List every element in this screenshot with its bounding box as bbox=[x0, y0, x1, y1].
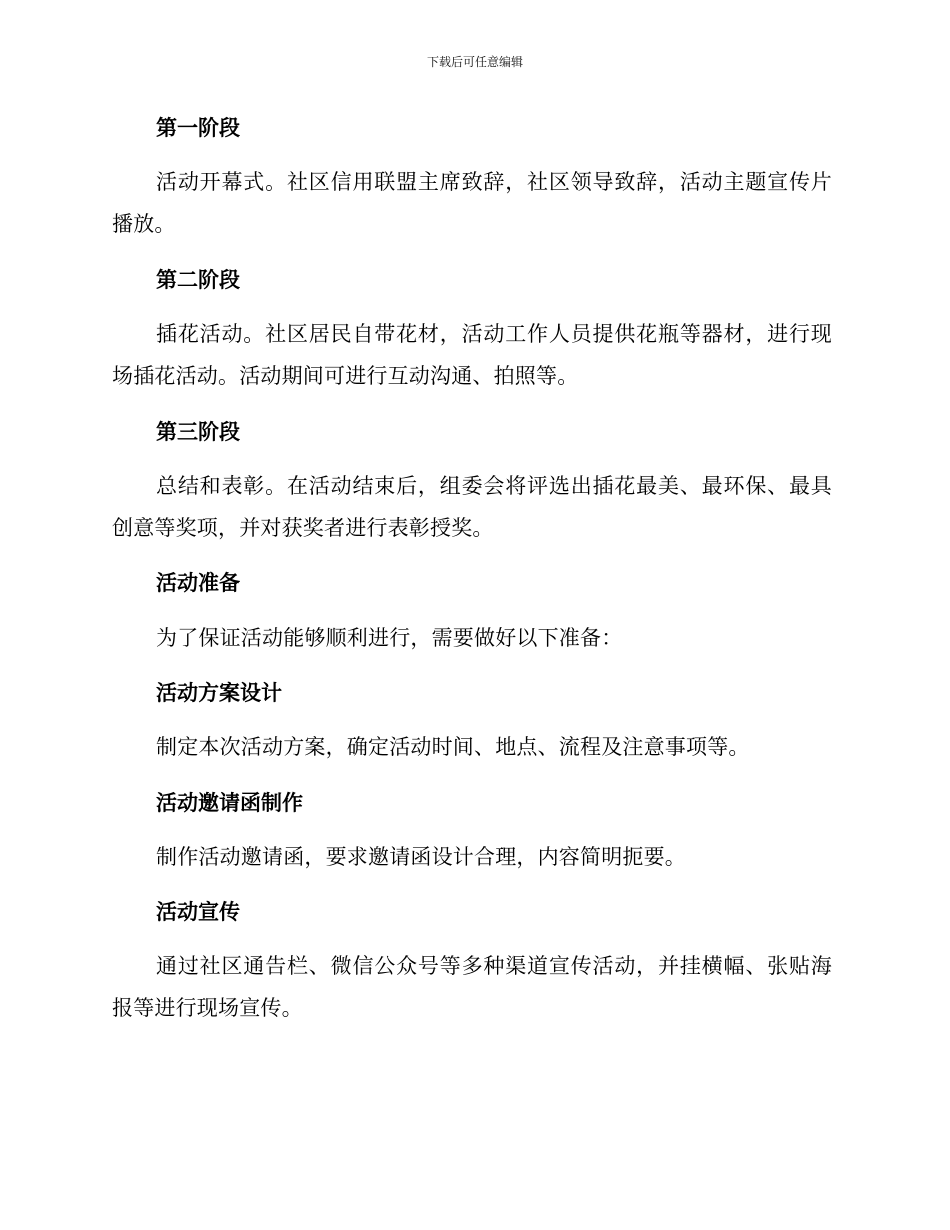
section-body-invitation: 制作活动邀请函，要求邀请函设计合理，内容简明扼要。 bbox=[156, 845, 686, 869]
section-body-stage-3: 总结和表彰。在活动结束后，组委会将评选出插花最美、最环保、最具创意等奖项，并对获奖者进行表彰授奖。 bbox=[112, 474, 832, 540]
section-heading-preparation: 活动准备 bbox=[156, 570, 240, 595]
section-body-stage-2: 插花活动。社区居民自带花材，活动工作人员提供花瓶等器材，进行现场插花活动。活动期间可进行互动沟通、拍照等。 bbox=[112, 322, 832, 388]
section-body-publicity: 通过社区通告栏、微信公众号等多种渠道宣传活动，并挂横幅、张贴海报等进行现场宣传。 bbox=[112, 954, 832, 1020]
section-heading-invitation: 活动邀请函制作 bbox=[156, 790, 303, 815]
section-heading-stage-2: 第二阶段 bbox=[156, 267, 240, 292]
section-body-stage-1: 活动开幕式。社区信用联盟主席致辞，社区领导致辞，活动主题宣传片播放。 bbox=[112, 170, 832, 236]
section-heading-plan-design: 活动方案设计 bbox=[156, 680, 282, 705]
section-heading-publicity: 活动宣传 bbox=[156, 899, 240, 924]
section-heading-stage-1: 第一阶段 bbox=[156, 115, 240, 140]
section-body-plan-design: 制定本次活动方案，确定活动时间、地点、流程及注意事项等。 bbox=[156, 735, 750, 759]
section-body-preparation: 为了保证活动能够顺利进行，需要做好以下准备： bbox=[156, 626, 623, 650]
page-header-note: 下载后可任意编辑 bbox=[426, 55, 523, 69]
section-heading-stage-3: 第三阶段 bbox=[156, 419, 240, 444]
